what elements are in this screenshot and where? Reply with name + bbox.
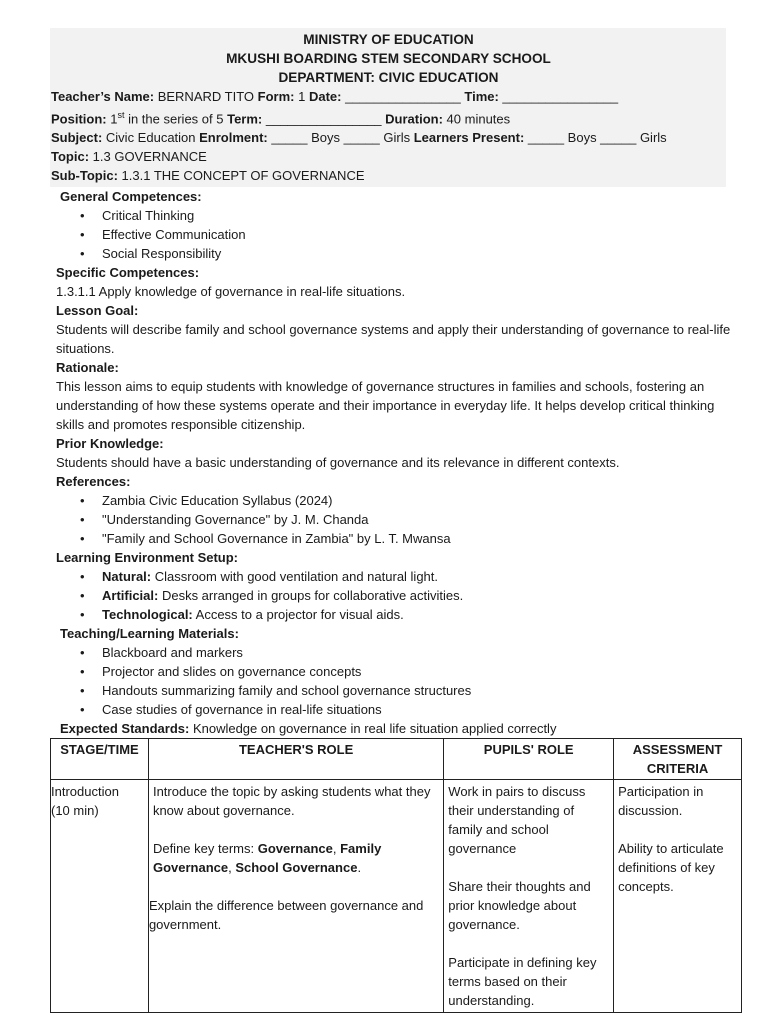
assessment-p2: Ability to articulate definitions of key concepts. <box>618 841 724 895</box>
rationale-title: Rationale: <box>56 360 119 376</box>
time-label: Time: <box>464 89 499 104</box>
teaching-materials <box>50 624 742 719</box>
prior-text: Students should have a basic understanding of governance and its relevance in different contexts. <box>56 455 620 471</box>
enrolment-value: _____ Boys _____ Girls <box>267 130 414 146</box>
pupils-cell <box>444 780 614 1013</box>
table-header-row <box>51 739 742 780</box>
references-list <box>50 491 742 548</box>
pupils-p1: Work in pairs to discuss their understanding of family and school governance <box>448 784 586 857</box>
stage-name: Introduction <box>51 784 119 800</box>
environment-artificial-text: Desks arranged in groups for collaborative activities. <box>158 588 464 604</box>
position-value: 1 <box>106 111 118 127</box>
general-list <box>50 206 742 263</box>
assessment-cell <box>614 780 742 1013</box>
materials-title: Teaching/Learning Materials: <box>60 626 239 642</box>
topic-label: Topic: <box>51 149 90 165</box>
position-line <box>51 106 726 128</box>
assessment-p1: Participation in discussion. <box>618 784 704 819</box>
environment-technological-label: Technological: <box>102 607 193 623</box>
present-value: _____ Boys _____ Girls <box>524 130 667 146</box>
position-label: Position: <box>51 111 107 127</box>
form-label: Form: <box>257 89 295 104</box>
specific-title: Specific Competences: <box>56 265 200 281</box>
subtopic-line <box>51 166 726 185</box>
list-item: • Effective Communication <box>102 225 742 244</box>
department-title: DEPARTMENT: CIVIC EDUCATION <box>278 70 499 85</box>
teacher-label: Teacher’s Name: <box>51 89 155 104</box>
environment-natural-text: Classroom with good ventilation and natural light. <box>151 569 439 585</box>
date-value: ________________ <box>341 89 465 104</box>
form-value: 1 <box>294 89 309 104</box>
document-header <box>50 28 726 187</box>
subject-value: Civic Education <box>102 130 200 146</box>
teacher-p2-pre: Define key terms: <box>152 841 258 857</box>
term-governance: Governance <box>257 841 333 857</box>
goal-text: Students will describe family and school governance systems and apply their understanding of governance to real-life situations. <box>56 322 731 357</box>
subject-line <box>51 128 726 147</box>
term-label: Term: <box>227 111 263 127</box>
list-item: • "Understanding Governance" by J. M. Chanda <box>102 510 742 529</box>
list-item <box>102 586 742 605</box>
position-suffix: st <box>117 110 125 120</box>
list-item: • Handouts summarizing family and school governance structures <box>102 681 742 700</box>
table-row <box>51 780 742 1013</box>
subject-label: Subject: <box>51 130 103 146</box>
general-competences <box>50 187 742 263</box>
teacher-p1: Introduce the topic by asking students what they know about governance. <box>152 784 431 819</box>
time-value: ________________ <box>498 89 619 104</box>
rationale <box>50 358 742 434</box>
header-assessment: ASSESSMENT CRITERIA <box>614 739 742 780</box>
list-item: • Case studies of governance in real-life situations <box>102 700 742 719</box>
references-title: References: <box>56 474 131 490</box>
environment-artificial-label: Artificial: <box>102 588 159 604</box>
list-item <box>102 605 742 624</box>
present-label: Learners Present: <box>413 130 525 146</box>
teacher-p2-sep1: , <box>332 841 341 857</box>
stage-time: (10 min) <box>51 803 99 819</box>
list-item: • Social Responsibility <box>102 244 742 263</box>
teacher-line <box>51 87 726 106</box>
list-item: • Projector and slides on governance concepts <box>102 662 742 681</box>
header-teacher-role: TEACHER'S ROLE <box>148 739 443 780</box>
date-label: Date: <box>308 89 342 104</box>
rationale-text: This lesson aims to equip students with knowledge of governance structures in families and schools, fostering an understanding of how these systems operate and their importance in everyday life. It helps develop critical thinking skills and promotes responsible citizenship. <box>56 379 715 433</box>
list-item: • "Family and School Governance in Zambia" by L. T. Mwansa <box>102 529 742 548</box>
goal-title: Lesson Goal: <box>56 303 139 319</box>
standards-label: Expected Standards: <box>60 721 190 737</box>
learning-environment <box>50 548 742 624</box>
subtopic-value: 1.3.1 THE CONCEPT OF GOVERNANCE <box>117 168 365 184</box>
pupils-p2: Share their thoughts and prior knowledge about governance. <box>448 879 591 933</box>
ministry-title: MINISTRY OF EDUCATION <box>303 32 474 47</box>
stage-cell <box>51 780 149 1013</box>
materials-list <box>50 643 742 719</box>
references <box>50 472 742 548</box>
teacher-p2 <box>153 839 439 877</box>
list-item: • Zambia Civic Education Syllabus (2024) <box>102 491 742 510</box>
subtopic-label: Sub-Topic: <box>51 168 118 184</box>
prior-title: Prior Knowledge: <box>56 436 164 452</box>
list-item: • Blackboard and markers <box>102 643 742 662</box>
lesson-table <box>50 738 742 1013</box>
duration-label: Duration: <box>385 111 443 127</box>
prior-knowledge <box>50 434 742 472</box>
teacher-p2-sep2: , <box>228 860 236 876</box>
environment-title: Learning Environment Setup: <box>56 550 239 566</box>
position-rest: in the series of 5 <box>124 111 228 127</box>
duration-value: 40 minutes <box>442 111 511 127</box>
term-value: ________________ <box>262 111 386 127</box>
teacher-p2-end: . <box>357 860 362 876</box>
teacher-p3: Explain the difference between governance and government. <box>148 898 424 933</box>
lesson-plan-page <box>50 28 742 1013</box>
topic-value: 1.3 GOVERNANCE <box>89 149 207 165</box>
teacher-value: BERNARD TITO <box>154 89 258 104</box>
topic-line <box>51 147 726 166</box>
environment-list <box>50 567 742 624</box>
term-family-governance: Family Governance <box>152 841 382 876</box>
expected-standards <box>50 719 742 738</box>
header-pupils-role: PUPILS' ROLE <box>444 739 614 780</box>
environment-technological-text: Access to a projector for visual aids. <box>192 607 404 623</box>
teacher-cell <box>148 780 443 1013</box>
lesson-goal <box>50 301 742 358</box>
school-title: MKUSHI BOARDING STEM SECONDARY SCHOOL <box>226 51 551 66</box>
header-stage: STAGE/TIME <box>51 739 149 780</box>
term-school-governance: School Governance <box>235 860 358 876</box>
list-item <box>102 567 742 586</box>
list-item: • Critical Thinking <box>102 206 742 225</box>
specific-competences <box>50 263 742 301</box>
general-title: General Competences: <box>60 189 202 205</box>
standards-text: Knowledge on governance in real life situation applied correctly <box>189 721 557 737</box>
pupils-p3: Participate in defining key terms based on their understanding. <box>448 955 597 1009</box>
specific-text: 1.3.1.1 Apply knowledge of governance in real-life situations. <box>56 284 406 300</box>
enrolment-label: Enrolment: <box>199 130 268 146</box>
environment-natural-label: Natural: <box>102 569 152 585</box>
